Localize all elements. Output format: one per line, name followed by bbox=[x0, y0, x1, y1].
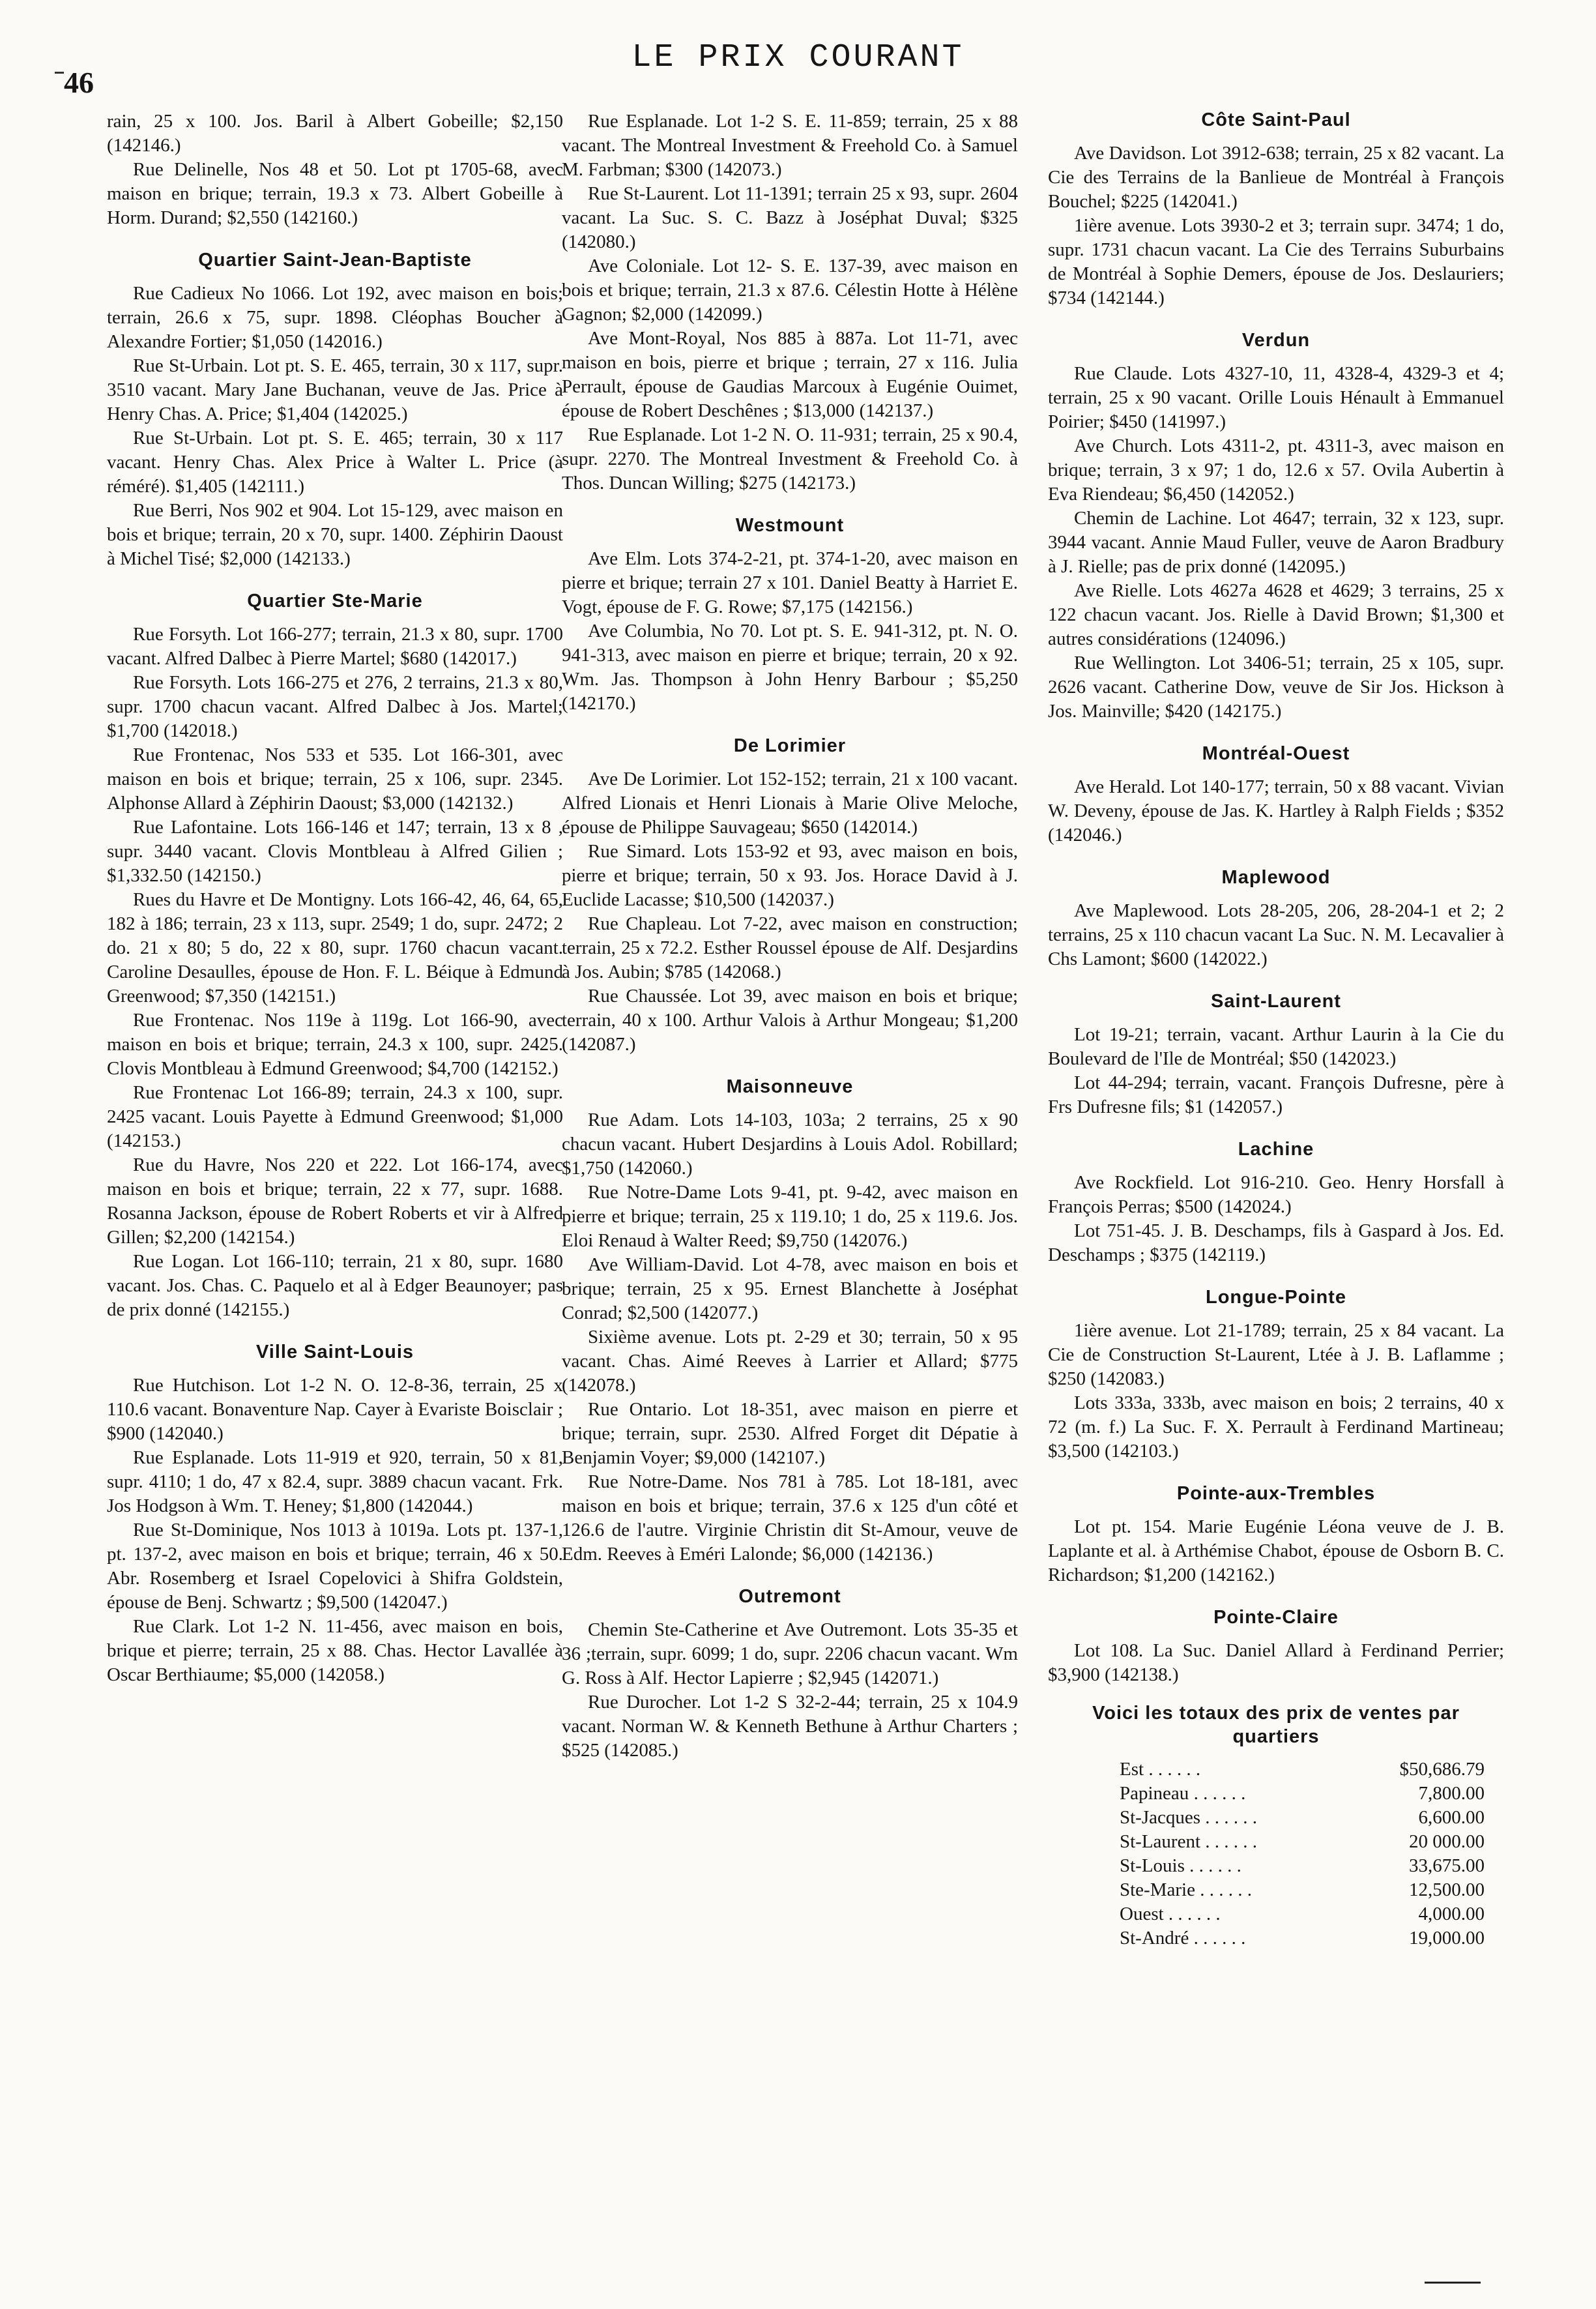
sale-entry: Lot pt. 154. Marie Eugénie Léona veuve de J. B. Laplante et al. à Arthémise Chabot, épouse de Osborn B. C. Richardson; $1,200 (142162.) bbox=[1048, 1516, 1504, 1585]
totals-label: St-Laurent . . . bbox=[1120, 1830, 1345, 1854]
totals-row bbox=[1120, 1782, 1485, 1806]
sale-entry: Rue Berri, Nos 902 et 904. Lot 15-129, avec maison en bois et brique; terrain, 20 x 70, supr. 1400. Zéphirin Daoust à Michel Tisé; $2,000 (142133.) bbox=[107, 500, 563, 569]
totals-row bbox=[1120, 1806, 1485, 1830]
sale-entry: 1ière avenue. Lot 21-1789; terrain, 25 x 84 vacant. La Cie de Construction St-Laurent, Ltée à J. B. Laflamme ; $250 (142083.) bbox=[1048, 1320, 1504, 1389]
totals-row bbox=[1120, 1878, 1485, 1902]
totals-row bbox=[1120, 1830, 1485, 1854]
totals-row bbox=[1120, 1757, 1485, 1782]
totals-label: St-Louis . . . bbox=[1120, 1854, 1345, 1878]
sale-entry: Rue Cadieux No 1066. Lot 192, avec maison en bois; terrain, 26.6 x 75, supr. 1898. Cléophas Boucher à Alexandre Fortier; $1,050 (142016.) bbox=[107, 283, 563, 352]
column-3 bbox=[1048, 110, 1504, 2287]
sale-entry: Rue Wellington. Lot 3406-51; terrain, 25 x 105, supr. 2626 vacant. Catherine Dow, veuve de Sir Jos. Hickson à Jos. Mainville; $420 (142175.) bbox=[1048, 653, 1504, 722]
district-heading: Verdun bbox=[1241, 330, 1311, 351]
district-heading: Ville Saint-Louis bbox=[255, 1342, 414, 1362]
totals-row bbox=[1120, 1926, 1485, 1950]
column-1 bbox=[107, 110, 563, 2287]
sale-entry: Rue Adam. Lots 14-103, 103a; 2 terrains, 25 x 90 chacun vacant. Hubert Desjardins à Louis Adol. Robillard; $1,750 (142060.) bbox=[562, 1110, 1018, 1179]
totals-label: St-André . . . bbox=[1120, 1926, 1345, 1950]
sale-entry: Ave Maplewood. Lots 28-205, 206, 28-204-1 et 2; 2 terrains, 25 x 110 chacun vacant La Suc. N. M. Lecavalier à Chs Lamont; $600 (142022.) bbox=[1048, 900, 1504, 969]
sale-entry: Lot 19-21; terrain, vacant. Arthur Laurin à la Cie du Boulevard de l'Ile de Montréal; $50 (142023.) bbox=[1048, 1024, 1504, 1069]
district-heading: Quartier Ste-Marie bbox=[247, 591, 423, 611]
sale-entry: Rues du Havre et De Montigny. Lots 166-42, 46, 64, 65, 182 à 186; terrain, 23 x 113, supr. 2549; 1 do, supr. 2472; 2 do. 21 x 80; 5 do, 22 x 80, supr. 1760 chacun vacant. Caroline Desaulles, épouse de Hon. F. L. Béique à Edmund Greenwood; $7,350 (142151.) bbox=[107, 889, 563, 1007]
page-header bbox=[0, 39, 1596, 99]
sale-entry: Ave Davidson. Lot 3912-638; terrain, 25 x 82 vacant. La Cie des Terrains de la Banlieue de Montréal à François Bouchel; $225 (142041.) bbox=[1048, 143, 1504, 212]
totals-amount: 12,500.00 bbox=[1409, 1879, 1485, 1900]
district-heading: Quartier Saint-Jean-Baptiste bbox=[198, 250, 472, 271]
sale-entry: Rue Claude. Lots 4327-10, 11, 4328-4, 4329-3 et 4; terrain, 25 x 90 vacant. Orille Louis Hénault à Emmanuel Poirier; $450 (141997.) bbox=[1048, 363, 1504, 432]
sale-entry: Lot 44-294; terrain, vacant. François Dufresne, père à Frs Dufresne fils; $1 (142057.) bbox=[1048, 1072, 1504, 1117]
sale-entry: Rue Hutchison. Lot 1-2 N. O. 12-8-36, terrain, 25 x 110.6 vacant. Bonaventure Nap. Cayer à Evariste Boisclair ; $900 (142040.) bbox=[107, 1375, 563, 1444]
sale-entry: Rue du Havre, Nos 220 et 222. Lot 166-174, avec maison en bois et brique; terrain, 22 x 77, supr. 1688. Rosanna Jackson, épouse de Robert Roberts et vir à Alfred Gillen; $2,200 (142154.) bbox=[107, 1154, 563, 1248]
sale-entry: Ave William-David. Lot 4-78, avec maison en bois et brique; terrain, 25 x 95. Ernest Blanchette à Joséphat Conrad; $2,500 (142077.) bbox=[562, 1254, 1018, 1323]
sale-entry: Rue St-Dominique, Nos 1013 à 1019a. Lots pt. 137-1, pt. 137-2, avec maison en bois et brique; terrain, 46 x 50. Abr. Rosemberg et Israel Copelovici à Shifra Goldstein, épouse de Benj. Schwartz ; $9,500 (142047.) bbox=[107, 1520, 563, 1613]
district-heading: Pointe-Claire bbox=[1213, 1607, 1339, 1628]
totals-row bbox=[1120, 1854, 1485, 1878]
totals-title: Voici les totaux des prix de ventes par quartiers bbox=[1092, 1703, 1460, 1747]
totals-table bbox=[1120, 1757, 1485, 1950]
sale-entry: Ave Rielle. Lots 4627a 4628 et 4629; 3 terrains, 25 x 122 chacun vacant. Jos. Rielle à David Brown; $1,300 et autres considérations (124096.) bbox=[1048, 580, 1504, 649]
totals-amount: 7,800.00 bbox=[1418, 1783, 1485, 1804]
totals-amount: 6,600.00 bbox=[1418, 1807, 1485, 1828]
column-2 bbox=[562, 110, 1018, 2287]
totals-row bbox=[1120, 1902, 1485, 1926]
sale-entry: Ave Rockfield. Lot 916-210. Geo. Henry Horsfall à François Perras; $500 (142024.) bbox=[1048, 1172, 1504, 1217]
district-heading: Maplewood bbox=[1221, 867, 1331, 888]
district-heading: Longue-Pointe bbox=[1206, 1287, 1346, 1308]
district-heading: Westmount bbox=[735, 515, 845, 536]
sale-entry: rain, 25 x 100. Jos. Baril à Albert Gobeille; $2,150 (142146.) bbox=[107, 111, 563, 156]
totals-amount: $50,686.79 bbox=[1399, 1759, 1485, 1780]
sale-entry: Rue Simard. Lots 153-92 et 93, avec maison en bois, pierre et brique; terrain, 50 x 93. Jos. Horace David à J. Euclide Lacasse; $10,500 (142037.) bbox=[562, 841, 1018, 910]
sale-entry: Rue Chaussée. Lot 39, avec maison en bois et brique; terrain, 40 x 100. Arthur Valois à Arthur Mongeau; $1,200 (142087.) bbox=[562, 986, 1018, 1055]
journal-title: LE PRIX COURANT bbox=[631, 39, 965, 76]
sale-entry: Rue Logan. Lot 166-110; terrain, 21 x 80, supr. 1680 vacant. Jos. Chas. C. Paquelo et al à Edger Beaunoyer; pas de prix donné (142155.) bbox=[107, 1251, 563, 1320]
sale-entry: Rue Lafontaine. Lots 166-146 et 147; terrain, 13 x 8 , supr. 3440 vacant. Clovis Montbleau à Alfred Gilien ; $1,332.50 (142150.) bbox=[107, 817, 563, 886]
page-number: 46 bbox=[64, 66, 94, 99]
totals-label: St-Jacques . . . bbox=[1120, 1806, 1345, 1830]
totals-amount: 20 000.00 bbox=[1409, 1831, 1485, 1852]
sale-entry: Ave Church. Lots 4311-2, pt. 4311-3, avec maison en brique; terrain, 3 x 97; 1 do, 12.6 x 57. Ovila Aubertin à Eva Riendeau; $6,450 (142052.) bbox=[1048, 435, 1504, 505]
sale-entry: Rue St-Urbain. Lot pt. S. E. 465, terrain, 30 x 117, supr. 3510 vacant. Mary Jane Buchanan, veuve de Jas. Price à Henry Chas. A. Price; $1,404 (142025.) bbox=[107, 355, 563, 424]
sale-entry: Chemin Ste-Catherine et Ave Outremont. Lots 35-35 et 36 ;terrain, supr. 6099; 1 do, supr. 2206 chacun vacant. Wm G. Ross à Alf. Hector Lapierre ; $2,945 (142071.) bbox=[562, 1619, 1018, 1688]
sale-entry: Rue Chapleau. Lot 7-22, avec maison en construction; terrain, 25 x 72.2. Esther Roussel épouse de Alf. Desjardins à Jos. Aubin; $785 (142068.) bbox=[562, 913, 1018, 982]
sale-entry: Ave Mont-Royal, Nos 885 à 887a. Lot 11-71, avec maison en bois, pierre et brique ; terrain, 27 x 116. Julia Perrault, épouse de Gaudias Marcoux à Eugénie Ouimet, épouse de Robert Deschênes ; $13,000 (142137.) bbox=[562, 328, 1018, 421]
sale-entry: Rue St-Urbain. Lot pt. S. E. 465; terrain, 30 x 117 vacant. Henry Chas. Alex Price à Walter L. Price (à réméré). $1,405 (142111.) bbox=[107, 428, 563, 497]
sale-entry: Rue St-Laurent. Lot 11-1391; terrain 25 x 93, supr. 2604 vacant. La Suc. S. C. Bazz à Joséphat Duval; $325 (142080.) bbox=[562, 183, 1018, 252]
sale-entry: Rue Esplanade. Lots 11-919 et 920, terrain, 50 x 81, supr. 4110; 1 do, 47 x 82.4, supr. 3889 chacun vacant. Frk. Jos Hodgson à Wm. T. Heney; $1,800 (142044.) bbox=[107, 1447, 563, 1516]
sale-entry: Ave Coloniale. Lot 12- S. E. 137-39, avec maison en bois et brique; terrain, 21.3 x 87.6. Célestin Hotte à Hélène Gagnon; $2,000 (142099.) bbox=[562, 256, 1018, 325]
sale-entry: Chemin de Lachine. Lot 4647; terrain, 32 x 123, supr. 3944 vacant. Annie Maud Fuller, veuve de Aaron Bradbury à J. Rielle; pas de prix donné (142095.) bbox=[1048, 508, 1504, 577]
sale-entry: Lots 333a, 333b, avec maison en bois; 2 terrains, 40 x 72 (m. f.) La Suc. F. X. Perrault à Ferdinand Martineau; $3,500 (142103.) bbox=[1048, 1392, 1504, 1462]
column-3-entries bbox=[1048, 110, 1504, 1687]
sale-entry: Sixième avenue. Lots pt. 2-29 et 30; terrain, 50 x 95 vacant. Chas. Aimé Reeves à Larrier et Allard; $775 (142078.) bbox=[562, 1327, 1018, 1396]
sale-entry: Ave Columbia, No 70. Lot pt. S. E. 941-312, pt. N. O. 941-313, avec maison en pierre et brique; terrain, 20 x 92. Wm. Jas. Thompson à John Henry Barbour ; $5,250 (142170.) bbox=[562, 621, 1018, 714]
sale-entry: Rue Notre-Dame Lots 9-41, pt. 9-42, avec maison en pierre et brique; terrain, 25 x 119.10; 1 do, 25 x 119.6. Jos. Eloi Renaud à Walter Reed; $9,750 (142076.) bbox=[562, 1182, 1018, 1251]
sale-entry: Rue Forsyth. Lots 166-275 et 276, 2 terrains, 21.3 x 80, supr. 1700 chacun vacant. Alfred Dalbec à Jos. Martel; $1,700 (142018.) bbox=[107, 672, 563, 741]
district-heading: Lachine bbox=[1238, 1139, 1314, 1160]
district-heading: Saint-Laurent bbox=[1211, 991, 1341, 1012]
sale-entry: Ave Herald. Lot 140-177; terrain, 50 x 88 vacant. Vivian W. Deveny, épouse de Jas. K. Hartley à Ralph Fields ; $352 (142046.) bbox=[1048, 776, 1504, 846]
sale-entry: Rue Ontario. Lot 18-351, avec maison en pierre et brique; terrain, supr. 2530. Alfred Forget dit Dépatie à Benjamin Voyer; $9,000 (142107.) bbox=[562, 1399, 1018, 1468]
sale-entry: Rue Delinelle, Nos 48 et 50. Lot pt 1705-68, avec maison en brique; terrain, 19.3 x 73. Albert Gobeille à Horm. Durand; $2,550 (142160.) bbox=[107, 159, 563, 228]
sale-entry: Rue Clark. Lot 1-2 N. 11-456, avec maison en bois, brique et pierre; terrain, 25 x 88. Chas. Hector Lavallée à Oscar Berthiaume; $5,000 (142058.) bbox=[107, 1616, 563, 1685]
sale-entry: Lot 108. La Suc. Daniel Allard à Ferdinand Perrier; $3,900 (142138.) bbox=[1048, 1640, 1504, 1685]
sale-entry: Ave Elm. Lots 374-2-21, pt. 374-1-20, avec maison en pierre et brique; terrain 27 x 101. Daniel Beatty à Harriet E. Vogt, épouse de F. G. Rowe; $7,175 (142156.) bbox=[562, 548, 1018, 617]
sale-entry: 1ière avenue. Lots 3930-2 et 3; terrain supr. 3474; 1 do, supr. 1731 chacun vacant. La Cie des Terrains Suburbains de Montréal à Sophie Demers, épouse de Jos. Deslauriers; $734 (142144.) bbox=[1048, 215, 1504, 308]
totals-amount: 19,000.00 bbox=[1409, 1928, 1485, 1949]
sale-entry: Rue Durocher. Lot 1-2 S 32-2-44; terrain, 25 x 104.9 vacant. Norman W. & Kenneth Bethune à Arthur Charters ; $525 (142085.) bbox=[562, 1692, 1018, 1761]
sale-entry: Rue Frontenac. Nos 119e à 119g. Lot 166-90, avec maison en bois et brique; terrain, 24.3 x 100, supr. 2425. Clovis Montbleau à Edmund Greenwood; $4,700 (142152.) bbox=[107, 1010, 563, 1079]
sale-entry: Rue Esplanade. Lot 1-2 N. O. 11-931; terrain, 25 x 90.4, supr. 2270. The Montreal Investment & Freehold Co. à Thos. Duncan Willing; $275 (142173.) bbox=[562, 424, 1018, 493]
sale-entry: Lot 751-45. J. B. Deschamps, fils à Gaspard à Jos. Ed. Deschamps ; $375 (142119.) bbox=[1048, 1220, 1504, 1265]
district-heading: De Lorimier bbox=[733, 735, 847, 756]
district-heading: Montréal-Ouest bbox=[1202, 743, 1350, 764]
sale-entry: Rue Frontenac, Nos 533 et 535. Lot 166-301, avec maison en bois et brique; terrain, 25 x 106, supr. 2345. Alphonse Allard à Zéphirin Daoust; $3,000 (142132.) bbox=[107, 744, 563, 814]
district-heading: Pointe-aux-Trembles bbox=[1176, 1483, 1376, 1504]
sale-entry: Rue Esplanade. Lot 1-2 S. E. 11-859; terrain, 25 x 88 vacant. The Montreal Investment & Freehold Co. à Samuel M. Farbman; $300 (142073.) bbox=[562, 111, 1018, 180]
sale-entry: Rue Notre-Dame. Nos 781 à 785. Lot 18-181, avec maison en bois et brique; terrain, 37.6 x 125 d'un côté et 126.6 de l'autre. Virginie Christin dit St-Amour, veuve de Edm. Reeves à Eméri Lalonde; $6,000 (142136.) bbox=[562, 1471, 1018, 1565]
totals-label: Papineau . . . bbox=[1120, 1782, 1345, 1806]
footer-rule bbox=[1425, 2282, 1481, 2284]
totals-label: Est . . . bbox=[1120, 1757, 1345, 1782]
district-heading: Côte Saint-Paul bbox=[1201, 110, 1351, 130]
totals-label: Ouest . . . bbox=[1120, 1902, 1345, 1926]
district-heading: Maisonneuve bbox=[726, 1076, 854, 1097]
sale-entry: Rue Frontenac Lot 166-89; terrain, 24.3 x 100, supr. 2425 vacant. Louis Payette à Edmund Greenwood; $1,000 (142153.) bbox=[107, 1082, 563, 1151]
sale-entry: Ave De Lorimier. Lot 152-152; terrain, 21 x 100 vacant. Alfred Lionais et Henri Lionais à Marie Olive Meloche, épouse de Philippe Sauvageau; $650 (142014.) bbox=[562, 769, 1018, 838]
totals-amount: 4,000.00 bbox=[1418, 1904, 1485, 1924]
totals-label: Ste-Marie . . . bbox=[1120, 1878, 1345, 1902]
district-heading: Outremont bbox=[738, 1586, 841, 1607]
totals-amount: 33,675.00 bbox=[1409, 1855, 1485, 1876]
sale-entry: Rue Forsyth. Lot 166-277; terrain, 21.3 x 80, supr. 1700 vacant. Alfred Dalbec à Pierre Martel; $680 (142017.) bbox=[107, 624, 563, 669]
